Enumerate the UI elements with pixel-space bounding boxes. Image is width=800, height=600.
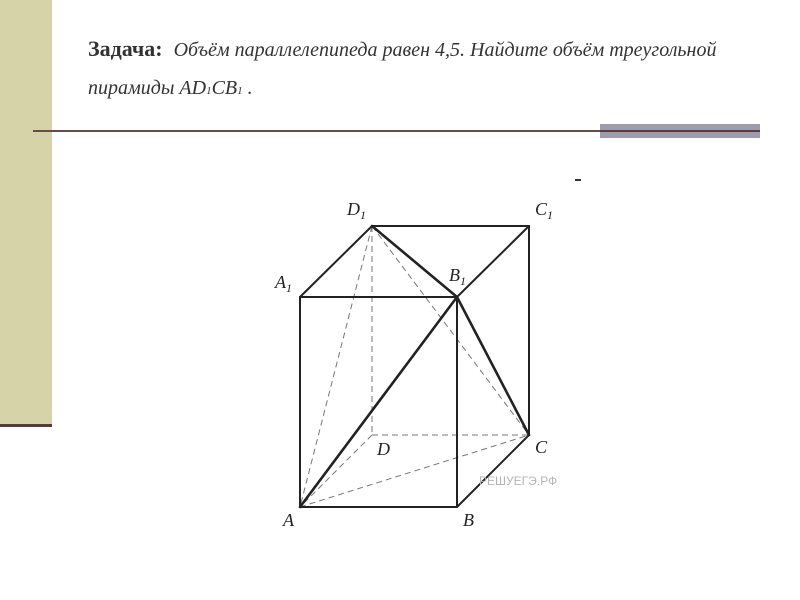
task-text [88,39,716,99]
sidebar-underline [0,424,52,427]
label-A: A [283,510,294,530]
label-B1: $B_1$ [449,265,466,288]
label-D1: $D_1$ [347,199,366,222]
label-D: D [377,439,390,459]
subscript-1: 1 [206,85,212,97]
decorative-sidebar [0,0,52,425]
figure-svg [267,181,579,546]
parallelepiped-figure [267,181,579,546]
label-A1: $A_1$ [275,272,292,295]
label-B: B [463,510,474,530]
task-text-main: Объём параллелепипеда равен 4,5. Найдите объём треугольной пирамиды AD [88,39,717,99]
accent-line [600,130,760,132]
label-C: C [535,437,548,457]
task-text-mid: CB [211,77,238,99]
task-statement [88,30,778,110]
task-label: Задача: [88,36,163,61]
label-C1: $C_1$ [535,199,554,222]
task-text-end: . [242,77,253,99]
subscript-2: 1 [237,85,243,97]
watermark-text: РЕШУЕГЭ.РФ [479,474,558,488]
